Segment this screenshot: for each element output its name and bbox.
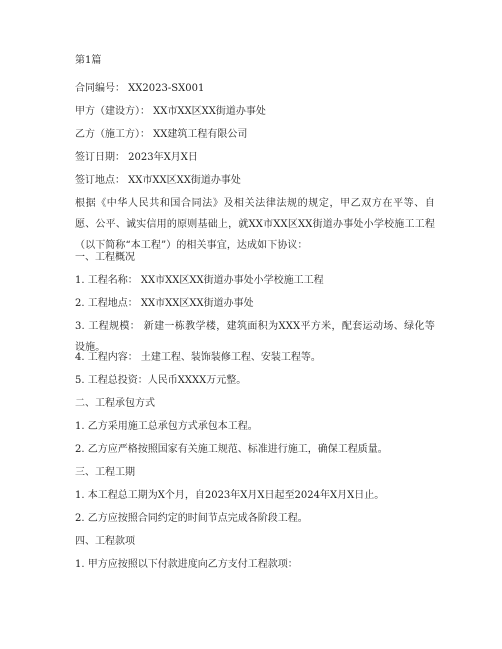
contract-number: 合同编号： XX2023-SX001 bbox=[75, 83, 205, 94]
heading-project-overview: 一、工程概况 bbox=[75, 252, 135, 263]
sign-place: 签订地点： XX市XX区XX街道办事处 bbox=[75, 175, 241, 186]
heading-project-payment: 四、工程款项 bbox=[75, 536, 135, 547]
list-item: 1. 甲方应按照以下付款进度向乙方支付工程款项： bbox=[75, 559, 298, 570]
list-item: 2. 乙方应按照合同约定的时间节点完成各阶段工程。 bbox=[75, 513, 308, 524]
section-label: 第1篇 bbox=[75, 55, 102, 66]
heading-project-duration: 三、工程工期 bbox=[75, 467, 135, 478]
sign-date: 签订日期： 2023年X月X日 bbox=[75, 152, 198, 163]
intro-paragraph: 根据《中华人民共和国合同法》及相关法律法规的规定，甲乙双方在平等、自愿、公平、诚实信用的原则基础上，就XX市XX区XX街道办事处小学校施工工程（以下简称“本工程”）的相关事宜，达成如下协议： bbox=[75, 198, 435, 251]
list-item: 1. 本工程总工期为X个月，自2023年X月X日起至2024年X月X日止。 bbox=[75, 490, 385, 501]
list-item: 4. 工程内容： 土建工程、装饰装修工程、安装工程等。 bbox=[75, 352, 321, 363]
list-item: 1. 工程名称： XX市XX区XX街道办事处小学校施工工程 bbox=[75, 275, 324, 286]
list-item: 5. 工程总投资：人民币XXXX万元整。 bbox=[75, 375, 247, 386]
list-item: 3. 工程规模： 新建一栋教学楼，建筑面积为XXX平方米，配套运动场、绿化等设施。 bbox=[75, 321, 435, 353]
list-item: 1. 乙方采用施工总承包方式承包本工程。 bbox=[75, 421, 258, 432]
party-b: 乙方（施工方）： XX建筑工程有限公司 bbox=[75, 129, 248, 140]
list-item: 2. 工程地点： XX市XX区XX街道办事处 bbox=[75, 298, 254, 309]
list-item: 2. 乙方应严格按照国家有关施工规范、标准进行施工，确保工程质量。 bbox=[75, 444, 388, 455]
party-a: 甲方（建设方）： XX市XX区XX街道办事处 bbox=[75, 106, 266, 117]
heading-contracting-method: 二、工程承包方式 bbox=[75, 398, 155, 409]
